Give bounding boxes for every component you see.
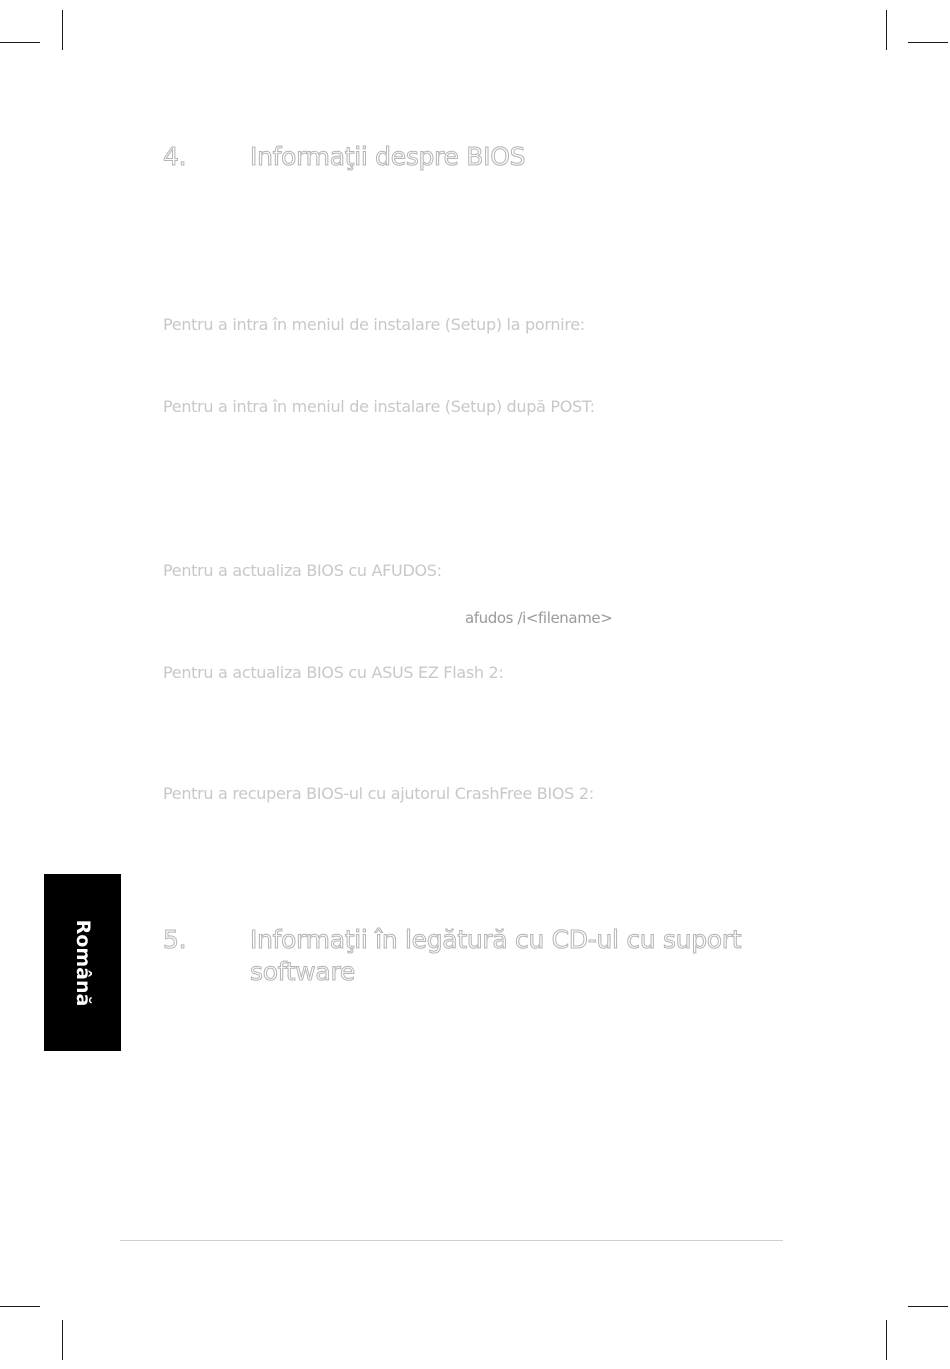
subheading-recover-crashfree: Pentru a recupera BIOS-ul cu ajutorul CrashFree BIOS 2: [163, 784, 594, 803]
crop-mark [886, 1320, 887, 1360]
language-side-tab [44, 874, 121, 1051]
section-5-title-line-1: Informaţii în legătură cu CD-ul cu suport [250, 925, 742, 954]
crop-mark [0, 42, 40, 43]
crop-mark [908, 42, 948, 43]
section-5-title-line-2: software [250, 957, 355, 986]
afudos-command: afudos /i<filename> [465, 609, 613, 627]
subheading-update-afudos: Pentru a actualiza BIOS cu AFUDOS: [163, 561, 442, 580]
crop-mark [886, 10, 887, 50]
language-tab-label: Română [71, 919, 94, 1006]
crop-mark [62, 10, 63, 50]
crop-mark [0, 1306, 40, 1307]
crop-mark [908, 1306, 948, 1307]
footer-divider [120, 1240, 783, 1241]
subheading-setup-at-startup: Pentru a intra în meniul de instalare (Setup) la pornire: [163, 315, 585, 334]
section-4-number: 4. [163, 142, 187, 171]
crop-mark [62, 1320, 63, 1360]
section-4-title: Informaţii despre BIOS [250, 142, 526, 171]
section-5-number: 5. [163, 925, 187, 954]
subheading-setup-after-post: Pentru a intra în meniul de instalare (Setup) după POST: [163, 397, 595, 416]
subheading-update-ezflash: Pentru a actualiza BIOS cu ASUS EZ Flash 2: [163, 663, 504, 682]
